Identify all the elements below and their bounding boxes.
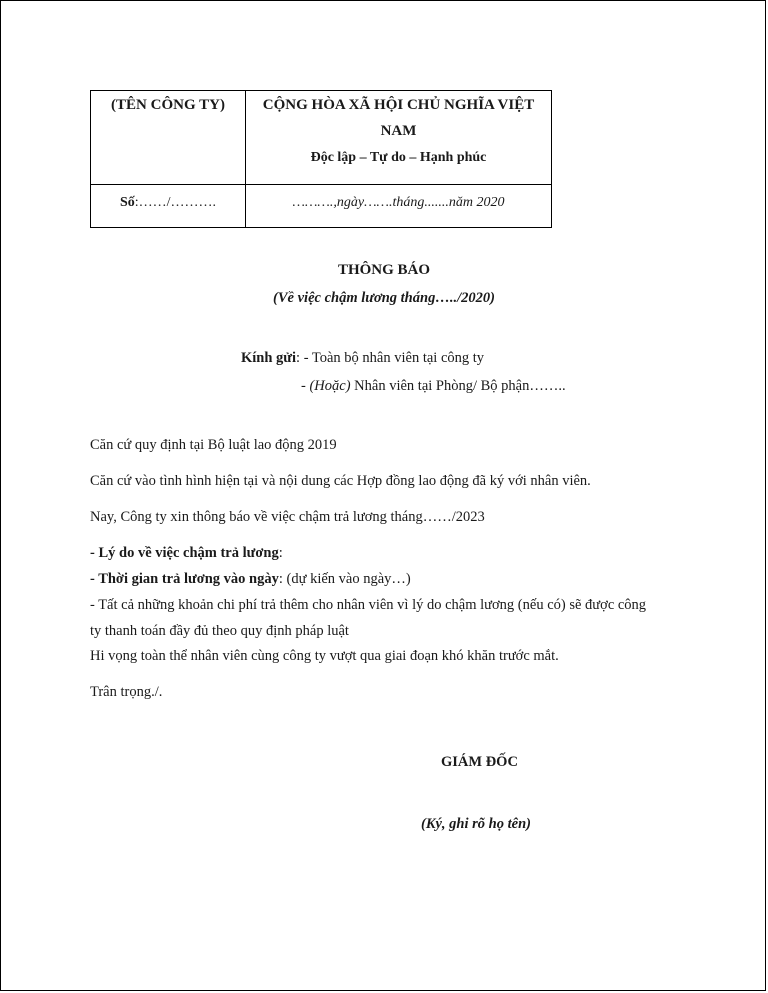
regards-line: Trân trọng./.	[90, 684, 163, 700]
time-tail: : (dự kiến vào ngày…)	[278, 571, 411, 587]
date-line: ……….,ngày…….tháng.......năm 2020	[292, 195, 505, 210]
paragraph-legal-basis: Căn cứ quy định tại Bộ luật lao động 2019	[90, 437, 337, 453]
paragraph-announcement: Nay, Công ty xin thông báo về việc chậm trả lương tháng……/2023	[90, 509, 485, 525]
recipients-line2	[301, 378, 566, 395]
reason-label: - Lý do về việc chậm trả lương	[90, 545, 279, 561]
header-table	[90, 90, 552, 228]
signature-note: (Ký, ghi rõ họ tên)	[421, 816, 531, 832]
nation-name-line2: NAM	[380, 123, 417, 139]
time-label: - Thời gian trả lương vào ngày	[90, 571, 279, 587]
document-number	[91, 195, 245, 211]
costs-item-line1: - Tất cả những khoản chi phí trả thêm cho nhân viên vì lý do chậm lương (nếu có) sẽ được công	[90, 597, 647, 613]
number-label: Số	[119, 195, 135, 210]
costs-item-line2: ty thanh toán đầy đủ theo quy định pháp luật	[90, 623, 349, 639]
company-cell	[91, 91, 246, 185]
recipients-line1	[241, 350, 484, 367]
reason-tail: :	[278, 545, 283, 561]
motto: Độc lập – Tự do – Hạnh phúc	[310, 150, 487, 165]
number-cell	[91, 185, 246, 228]
nation-cell	[246, 91, 552, 185]
date-cell	[246, 185, 552, 228]
reason-item	[90, 545, 283, 562]
number-value: :……/……….	[134, 195, 217, 210]
document-title: THÔNG BÁO	[337, 262, 431, 278]
recipients-all: : - Toàn bộ nhân viên tại công ty	[296, 350, 485, 366]
recipients-label: Kính gửi	[241, 350, 297, 366]
document-subtitle: (Về việc chậm lương tháng…../2020)	[273, 290, 495, 306]
company-name: (TÊN CÔNG TY)	[111, 97, 225, 113]
nation-name-line1: CỘNG HÒA XÃ HỘI CHỦ NGHĨA VIỆT	[262, 97, 535, 113]
paragraph-contract-basis: Căn cứ vào tình hình hiện tại và nội dung các Hợp đồng lao động đã ký với nhân viên.	[90, 473, 591, 489]
signature-title: GIÁM ĐỐC	[441, 754, 518, 770]
recipients-dash: -	[301, 378, 310, 394]
hope-line: Hi vọng toàn thể nhân viên cùng công ty vượt qua giai đoạn khó khăn trước mắt.	[90, 648, 559, 664]
recipients-dept: Nhân viên tại Phòng/ Bộ phận……..	[350, 378, 566, 394]
recipients-or: (Hoặc)	[309, 378, 351, 394]
time-item	[90, 571, 411, 588]
